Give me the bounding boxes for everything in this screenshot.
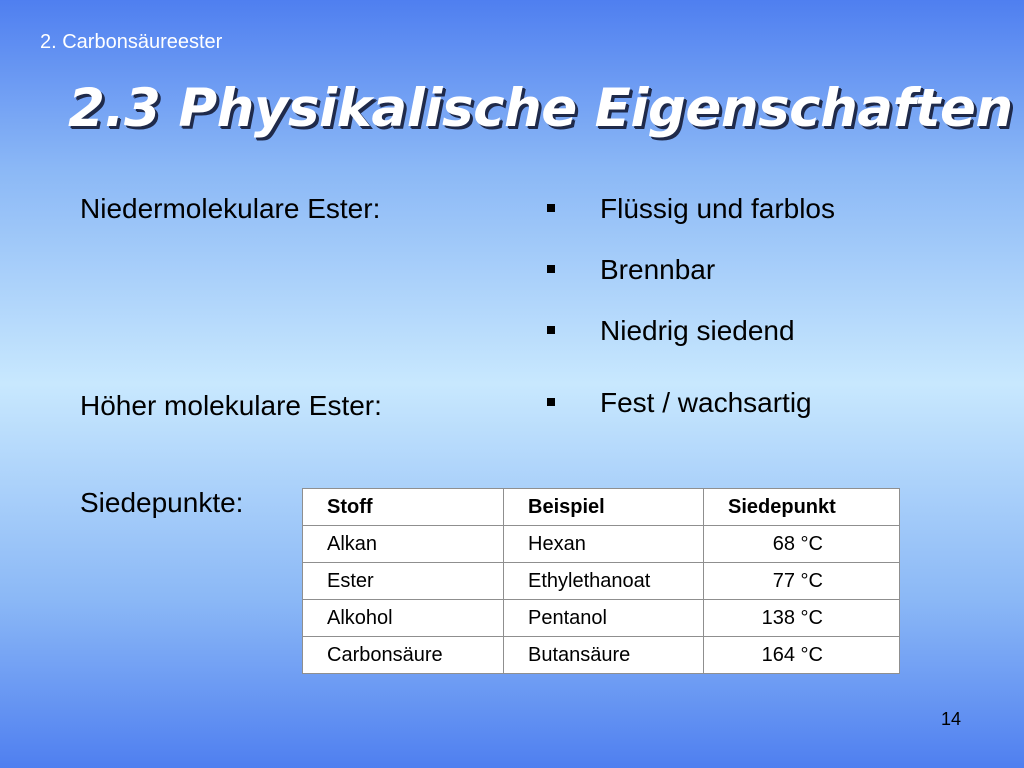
table-cell-siedepunkt: 77 °C bbox=[704, 563, 900, 600]
row-label-niedermolekulare: Niedermolekulare Ester: bbox=[80, 193, 381, 224]
square-bullet-icon bbox=[547, 204, 555, 212]
bullet-item bbox=[547, 254, 716, 286]
row-label-siedepunkte: Siedepunkte: bbox=[80, 487, 244, 518]
bullet-text: Fest / wachsartig bbox=[600, 387, 812, 418]
boiling-point-table bbox=[302, 488, 900, 674]
table-cell-stoff: Carbonsäure bbox=[303, 637, 504, 674]
table-cell-beispiel: Ethylethanoat bbox=[504, 563, 704, 600]
page-number: 14 bbox=[941, 709, 962, 729]
bullet-text: Flüssig und farblos bbox=[600, 193, 836, 224]
bullet-text: Niedrig siedend bbox=[600, 315, 795, 346]
slide-title: 2.3 Physikalische Eigenschaften bbox=[68, 78, 1013, 139]
table-header-beispiel: Beispiel bbox=[504, 489, 704, 526]
table-cell-stoff: Alkohol bbox=[303, 600, 504, 637]
section-label: 2. Carbonsäureester bbox=[40, 31, 223, 53]
row-label-hoeher-molekulare: Höher molekulare Ester: bbox=[80, 390, 382, 421]
table-cell-stoff: Ester bbox=[303, 563, 504, 600]
table-row bbox=[303, 563, 900, 600]
table-cell-beispiel: Hexan bbox=[504, 526, 704, 563]
table-cell-siedepunkt: 68 °C bbox=[704, 526, 900, 563]
table-row bbox=[303, 637, 900, 674]
table-row bbox=[303, 600, 900, 637]
square-bullet-icon bbox=[547, 265, 555, 273]
table-cell-siedepunkt: 138 °C bbox=[704, 600, 900, 637]
table-cell-siedepunkt: 164 °C bbox=[704, 637, 900, 674]
table-header-row bbox=[303, 489, 900, 526]
bullet-text: Brennbar bbox=[600, 254, 716, 285]
table-cell-beispiel: Butansäure bbox=[504, 637, 704, 674]
square-bullet-icon bbox=[547, 398, 555, 406]
table-cell-beispiel: Pentanol bbox=[504, 600, 704, 637]
bullet-item bbox=[547, 193, 836, 225]
table-cell-stoff: Alkan bbox=[303, 526, 504, 563]
bullet-item bbox=[547, 315, 795, 347]
table-row bbox=[303, 526, 900, 563]
square-bullet-icon bbox=[547, 326, 555, 334]
table-header-siedepunkt: Siedepunkt bbox=[704, 489, 900, 526]
table-header-stoff: Stoff bbox=[303, 489, 504, 526]
bullet-item bbox=[547, 387, 812, 419]
